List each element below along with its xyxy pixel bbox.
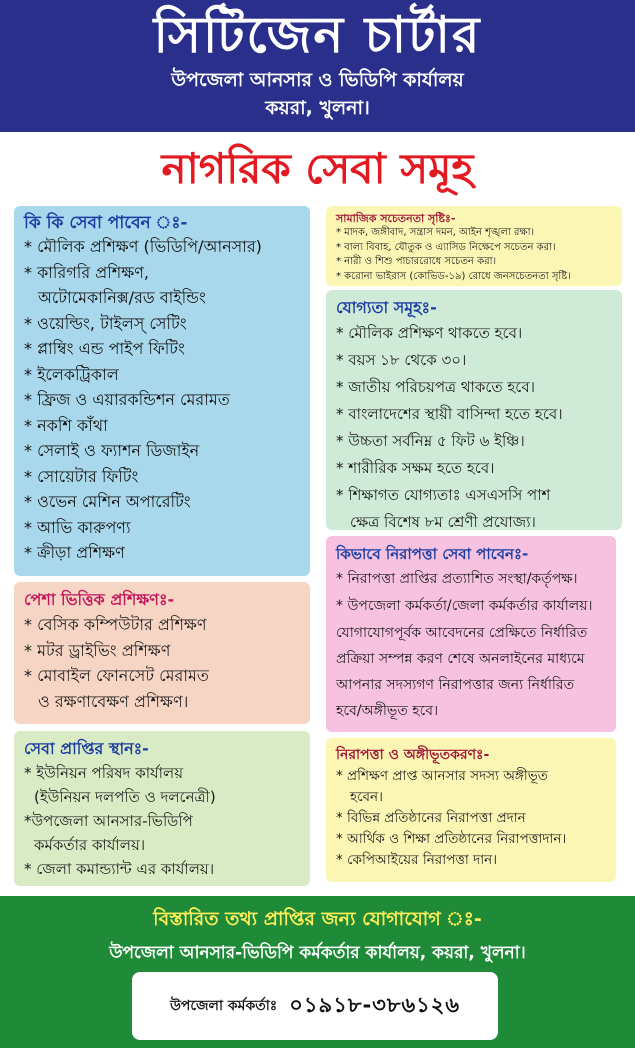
embodiment-list — [336, 766, 606, 871]
list-item: * ইলেকট্রিকাল — [24, 364, 119, 384]
services-box — [14, 206, 310, 576]
embodiment-box — [326, 738, 616, 882]
list-item: * মোবাইল ফোনসেট মেরামত — [24, 666, 209, 685]
list-item: * শিক্ষাগত যোগ্যতাঃ এসএসসি পাশ — [336, 486, 551, 504]
list-item: * ওয়েল্ডিং, টাইলস্‌ সেটিং — [24, 313, 187, 333]
eligibility-heading: যোগ্যতা সমূহঃ- — [336, 298, 437, 317]
list-item: * নিরাপত্তা প্রাপ্তির প্রত্যাশিত সংস্থা/কর্তৃপক্ষ। — [336, 571, 578, 587]
page-title: সিটিজেন চার্টার — [153, 6, 482, 64]
list-item: * জেলা কমান্ড্যান্ট এর কার্যালয়। — [24, 860, 215, 878]
list-item: অটোমেকানিক্স/রড বাইন্ডিং — [38, 288, 206, 307]
list-item: * কেপিআইয়ের নিরাপত্তা দান। — [336, 852, 498, 868]
vocational-list — [24, 612, 300, 714]
list-item: * মটর ড্রাইভিং প্রশিক্ষণ — [24, 640, 171, 660]
list-item: * বিভিন্ন প্রতিষ্ঠানের নিরাপত্তা প্রদান — [336, 810, 526, 826]
security-service-heading: কিভাবে নিরাপত্তা সেবা পাবেনঃ- — [336, 545, 529, 563]
awareness-heading: সামাজিক সচেতনতা সৃষ্টিঃ- — [336, 212, 456, 225]
list-item: * আভি কারুপণ্য — [24, 517, 131, 537]
vocational-heading: পেশা ভিত্তিক প্রশিক্ষণঃ- — [24, 590, 175, 609]
list-item: * মৌলিক প্রশিক্ষণ থাকতে হবে। — [336, 324, 523, 342]
phone-number[interactable]: ০১৯১৮-৩৮৬১২৬ — [289, 992, 461, 1017]
places-heading: সেবা প্রাপ্তির স্থানঃ- — [24, 739, 149, 758]
list-item: ক্ষেত্র বিশেষ ৮ম শ্রেণী প্রযোজ্য। — [350, 513, 536, 531]
list-item: * ফ্রিজ ও এয়ারকন্ডিশন মেরামত — [24, 390, 230, 409]
vocational-box — [14, 582, 310, 724]
list-item: * উচ্চতা সর্বনিম্ন ৫ ফিট ৬ ইঞ্চি। — [336, 432, 525, 450]
list-item: ও রক্ষণাবেক্ষণ প্রশিক্ষণ। — [38, 691, 189, 711]
list-item: * নকশি কাঁথা — [24, 415, 108, 435]
paragraph-line: যোগাযোগপূর্বক আবেদনের প্রেক্ষিতে নির্ধারিত — [336, 625, 588, 641]
phone-box — [132, 972, 498, 1040]
list-item: হবেন। — [350, 789, 383, 805]
security-service-box — [326, 536, 616, 732]
places-box — [14, 731, 310, 886]
services-banner: নাগরিক সেবা সমূহ — [161, 144, 474, 193]
list-item: * বাংলাদেশের স্থায়ী বাসিন্দা হতে হবে। — [336, 405, 563, 423]
list-item: * মাদক, জঙ্গীবাদ, সন্ত্রাস দমন, আইন শৃঙ্খলা রক্ষা। — [336, 227, 535, 238]
awareness-box — [326, 206, 622, 286]
awareness-list — [336, 226, 612, 284]
phone-label: উপজেলা কর্মকর্তাঃ — [169, 998, 278, 1014]
security-service-paragraph — [336, 620, 606, 724]
list-item: * উপজেলা কর্মকর্তা/জেলা কর্মকর্তার কার্যালয়। — [336, 598, 593, 614]
list-item: * শারীরিক সক্ষম হতে হবে। — [336, 459, 495, 477]
office-address: উপজেলা আনসার-ভিডিপি কর্মকর্তার কার্যালয়, কয়রা, খুলনা। — [109, 943, 526, 963]
list-item: * সোয়েটার ফিটিং — [24, 466, 139, 486]
services-heading: কি কি সেবা পাবেন ঃ- — [24, 213, 188, 233]
list-item: * সেলাই ও ফ্যাশন ডিজাইন — [24, 441, 200, 460]
list-item: * ইউনিয়ন পরিষদ কার্যালয় — [24, 764, 184, 782]
list-item: * করোনা ভাইরাস (কোভিড-১৯) রোধে জনসচেতনতা সৃষ্টি। — [336, 270, 571, 282]
list-item: * জাতীয় পরিচয়পত্র থাকতে হবে। — [336, 378, 536, 396]
list-item: কর্মকর্তার কার্যালয়। — [34, 836, 146, 854]
places-list — [24, 761, 300, 881]
services-list — [24, 234, 300, 566]
list-item: * প্লাম্বিং এন্ড পাইপ ফিটিং — [24, 339, 185, 358]
list-item: * নারী ও শিশু পাচাররোধে সচেতন করা। — [336, 256, 497, 267]
header — [0, 0, 635, 132]
contact-heading: বিস্তারিত তথ্য প্রাপ্তির জন্য যোগাযোগ ঃ- — [153, 908, 482, 930]
list-item: * বেসিক কম্পিউটার প্রশিক্ষণ — [24, 615, 207, 634]
list-item: * বয়স ১৮ থেকে ৩০। — [336, 351, 467, 369]
list-item: * কারিগরি প্রশিক্ষণ, — [24, 262, 149, 282]
location-subtitle: কয়রা, খুলনা। — [265, 97, 370, 119]
paragraph-line: আপনার সদস্যগণ নিরাপত্তার জন্য নির্ধারিত — [336, 677, 575, 693]
list-item: *উপজেলা আনসার-ভিডিপি — [24, 812, 193, 830]
list-item: * মৌলিক প্রশিক্ষণ (ভিডিপি/আনসার) — [24, 237, 262, 256]
list-item: (ইউনিয়ন দলপতি ও দলনেত্রী) — [34, 788, 216, 806]
eligibility-box — [326, 290, 622, 530]
list-item: * ক্রীড়া প্রশিক্ষণ — [24, 543, 125, 562]
office-subtitle: উপজেলা আনসার ও ভিডিপি কার্যালয় — [171, 69, 464, 91]
list-item: * প্রশিক্ষণ প্রাপ্ত আনসার সদস্য অঙ্গীভূত — [336, 768, 548, 784]
embodiment-heading: নিরাপত্তা ও অঙ্গীভূতকরণঃ- — [336, 747, 490, 763]
eligibility-list — [336, 320, 612, 536]
list-item: * বাল্য বিবাহ, যৌতুক ও এ্যাসিড নিক্ষেপে সচেতন করা। — [336, 241, 556, 253]
paragraph-line: হবে/অঙ্গীভূত হবে। — [336, 703, 439, 719]
list-item: * আর্থিক ও শিক্ষা প্রতিষ্ঠানের নিরাপত্তাদান। — [336, 831, 567, 847]
paragraph-line: প্রক্রিয়া সম্পন্ন করণ শেষে অনলাইনের মাধ্যমে — [336, 651, 585, 667]
list-item: * ওভেন মেশিন অপারেটিং — [24, 492, 191, 511]
security-service-list — [336, 566, 606, 620]
